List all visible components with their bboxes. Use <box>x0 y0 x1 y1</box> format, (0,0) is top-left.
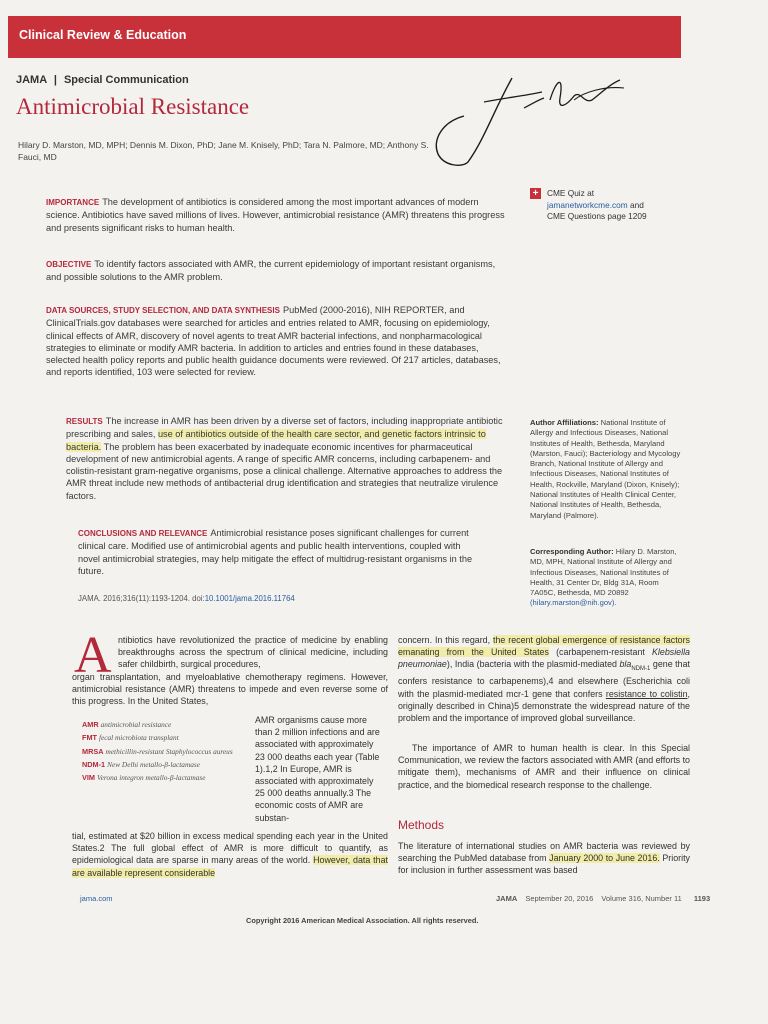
journal-name: JAMA <box>16 74 47 86</box>
abbreviation-item <box>82 733 250 742</box>
margin-pen-marks <box>718 364 721 374</box>
corresponding-label: Corresponding Author: <box>530 547 614 556</box>
right-gene-sub: NDM-1 <box>631 666 651 673</box>
right-underlined: resistance to colistin, <box>605 688 690 699</box>
intro-rest: organ transplantation, and myeloablative chemotherapy regimens. However, antimicrobial resistance (AMR) threatens to impede and even reverse some of this progress. In the United States, <box>72 672 388 707</box>
article-type: Special Communication <box>63 74 189 86</box>
cme-label: CME Quiz at <box>547 188 595 198</box>
right-text-g: gene that confers resistance to carbapenems),4 and elsewhere (Escherichia coli with the plasmid-mediated mcr-1 gene that confers <box>398 659 690 699</box>
results-label: RESULTS <box>66 417 103 426</box>
author-list: Hilary D. Marston, MD, MPH; Dennis M. Dixon, PhD; Jane M. Knisely, PhD; Tara N. Palmore, MD; Anthony S. Fauci, MD <box>18 140 429 162</box>
right-column-paragraph-2: The importance of AMR to human health is clear. In this Special Communication, we review the factors associated with AMR (and efforts to mitigate them), mechanisms of AMR and their influence on clinical practice, and the biomedical research response to the challenge. <box>398 743 690 790</box>
abbreviation-key: FMT <box>82 733 97 743</box>
copyright-notice: Copyright 2016 American Medical Association. All rights reserved. <box>246 916 479 925</box>
methods-heading: Methods <box>398 818 445 832</box>
banner-label: Clinical Review & Education <box>19 28 187 42</box>
section-banner <box>8 16 681 58</box>
objective-text: To identify factors associated with AMR, the current epidemiology of important resistant organisms, and possible solutions to the AMR problem. <box>46 259 496 283</box>
right-text-h: originally described in China)5 demonstrate the widespread nature of the problem and the importance of improved global surveillance. <box>398 700 690 723</box>
abbreviation-value: antimicrobial resistance <box>100 720 172 729</box>
corresponding-text: Hilary D. Marston, MD, MPH, National Institute of Allergy and Infectious Diseases, National Institutes of Health, 31 Center Dr, Bldg 31A, Room 7A05C, Bethesda, MD 20892 <box>530 547 677 598</box>
results-text-a: The increase in AMR has been driven by a diverse set of factors, including inappropriate antibiotic prescribing and sales, <box>66 416 503 440</box>
methods-text <box>398 840 690 877</box>
conclusions-label: CONCLUSIONS AND RELEVANCE <box>78 529 208 538</box>
affiliations-label: Author Affiliations: <box>530 418 599 427</box>
abbreviation-value: methicillin-resistant Staphylococcus aureus <box>105 746 233 756</box>
importance-label: IMPORTANCE <box>46 198 100 207</box>
right-text-b: (carbapenem-resistant <box>556 647 645 658</box>
abstract-conclusions <box>78 527 478 577</box>
intro-tail-text: tial, estimated at $20 billion in excess medical spending each year in the United States.2 The full global effect of AMR is more difficult to quantify, as epidemiological data are sparse in many areas of the world. <box>72 831 388 866</box>
article-title: Antimicrobial Resistance <box>16 94 250 119</box>
right-text-d: ), India (bacteria with the plasmid-mediated <box>446 659 617 670</box>
cme-and: and <box>630 199 644 210</box>
right-column-paragraph-1 <box>398 634 690 724</box>
abstract-results <box>66 415 508 502</box>
cme-link[interactable]: jamanetworkcme.com <box>547 199 628 210</box>
journal-header <box>16 74 189 86</box>
right-highlight: the recent global emergence of resistance factors emanating from the United States <box>398 635 690 658</box>
header-separator: | <box>53 74 57 86</box>
right-text-a: concern. In this regard, <box>398 635 491 645</box>
methods-text-b: Priority for inclusion in further assessment was based <box>398 853 690 876</box>
intro-first-lines: ntibiotics have revolutionized the practice of medicine by enabling breakthroughs across the spectrum of clinical medicine, including safer childbirth, surgical procedures, <box>118 635 388 670</box>
abstract-objective <box>46 258 506 284</box>
abbreviation-item <box>82 720 250 729</box>
cme-note <box>547 188 677 223</box>
abstract-data-sources <box>46 304 506 379</box>
footer-page-number: 1193 <box>693 894 711 903</box>
footer-journal: JAMA <box>496 894 518 903</box>
data-sources-label: DATA SOURCES, STUDY SELECTION, AND DATA SYNTHESIS <box>46 306 280 315</box>
handwritten-signature <box>424 70 640 170</box>
abstract-importance <box>46 196 506 234</box>
author-affiliations <box>530 418 682 521</box>
abbreviation-key: AMR <box>82 720 99 729</box>
corresponding-author <box>530 547 682 609</box>
abbreviation-list <box>82 720 250 782</box>
results-highlight: use of antibiotics outside of the health care sector, and genetic factors intrinsic to bacteria. <box>66 429 486 452</box>
abbreviation-item <box>82 760 250 769</box>
intro-narrow-column: AMR organisms cause more than 2 million infections and are associated with approximately 23 000 deaths each year (Table 1).1,2 In Europe, AMR is associated with approximately 25 000 deaths annually.3 The economic costs of AMR are substan- <box>255 715 380 823</box>
abbreviation-item <box>82 747 250 756</box>
abbreviation-value: fecal microbiota transplant <box>99 733 179 743</box>
citation-text: JAMA. 2016;316(11):1193-1204. doi: <box>78 594 205 603</box>
cme-questions: CME Questions page 1209 <box>547 211 647 221</box>
footer-issue <box>496 894 710 903</box>
doi-link[interactable]: 10.1001/jama.2016.11764 <box>204 594 295 603</box>
abbreviation-value: Verona integron metallo-β-lactamase <box>97 773 206 783</box>
citation <box>78 594 378 603</box>
results-text-b: The problem has been exacerbated by inadequate economic incentives for pharmaceutical development of new antimicrobial agents. A range of specific AMR concerns, including carbapenem- and colistin-resistant gram-negative organisms, pose a clinical challenge. Alternative approaches to address the AMR threat include new methods of antibacterial drug identification and strategies that neutralize virulence factors. <box>66 441 503 501</box>
right-gene: bla <box>619 659 632 670</box>
methods-text-a: The literature of international studies on AMR bacteria was reviewed by searching the PubMed database from <box>398 841 690 864</box>
abbreviation-key: VIM <box>82 773 95 783</box>
plus-icon: + <box>530 188 541 199</box>
methods-highlight: January 2000 to June 2016. <box>549 853 660 864</box>
objective-label: OBJECTIVE <box>46 260 92 269</box>
abbreviation-key: NDM-1 <box>82 759 106 769</box>
data-sources-text: PubMed (2000-2016), NIH REPORTER, and ClinicalTrials.gov databases were searched for articles and entries related to AMR, focusing on epidemiology, clinical effects of AMR, discovery of novel agents to treat AMR bacterial infections, and nonpharmacological strategies to eliminate or modify AMR bacteria. In addition to articles and entries found in these databases, selected health policy reports and public health guidance documents were reviewed. Of 217 articles, databases, and reports identified, 103 were selected for review. <box>46 305 501 378</box>
footer-site[interactable]: jama.com <box>80 894 113 903</box>
corresponding-email[interactable]: (hilary.marston@nih.gov). <box>530 598 617 608</box>
intro-tail <box>72 830 388 879</box>
importance-text: The development of antibiotics is considered among the most important advances of modern science. Antibiotics have saved millions of lives. However, antimicrobial resistance (AMR) threatens this progress and presents significant risks to human health. <box>46 197 505 233</box>
affiliations-text: National Institute of Allergy and Infectious Diseases, National Institutes of Health, Bethesda, Maryland (Marston, Fauci); Bacteriology and Mycology Branch, National Institute of Allergy and Infectious Diseases, National Institutes of Health, Rockville, Maryland (Dixon, Knisely); National Institutes of Health Clinical Center, National Institutes of Health, Bethesda, Maryland (Palmore). <box>530 418 681 520</box>
drop-cap: A <box>74 627 112 684</box>
right-organism: Klebsiella pneumoniae <box>398 647 690 670</box>
abbreviation-value: New Delhi metallo-β-lactamase <box>107 759 200 769</box>
footer-volume: Volume 316, Number 11 <box>601 894 682 903</box>
conclusions-text: Antimicrobial resistance poses significant challenges for current clinical care. Modified use of antimicrobial agents and public health interventions, coupled with novel antimicrobial strategies, may help mitigate the effect of multidrug-resistant organisms in the future. <box>78 528 473 576</box>
abbreviation-item <box>82 773 250 782</box>
intro-tail-highlight: However, data that are available represent considerable <box>72 855 388 878</box>
footer-date: September 20, 2016 <box>525 894 594 903</box>
abbreviation-key: MRSA <box>82 746 104 756</box>
